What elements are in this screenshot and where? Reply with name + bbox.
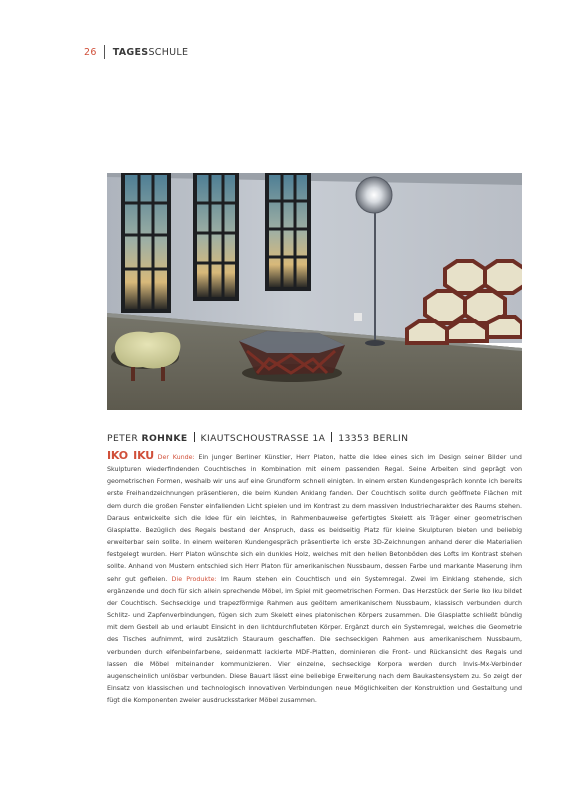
produkte-label: Die Produkte: — [171, 575, 217, 583]
article-body — [107, 450, 522, 707]
coffee-table — [239, 331, 345, 382]
street: KIAUTSCHOUSTRASSE 1A — [200, 433, 326, 444]
first-name: PETER — [107, 433, 139, 444]
designer-address — [107, 432, 522, 444]
header-divider — [104, 45, 105, 59]
living-room-render — [107, 173, 522, 410]
window-right — [265, 173, 311, 291]
kunde-label: Der Kunde: — [157, 454, 195, 461]
surname: ROHNKE — [141, 433, 188, 444]
city: 13353 BERLIN — [338, 433, 409, 444]
window-middle — [193, 173, 239, 301]
kunde-text: Ein junger Berliner Künstler, Herr Platon, hatte die Idee eines sich im Design seiner Bilder und Skulpturen wiederfindenden Couchtisches in Kombination mit einem passenden Regal. Seine Arbeiten sind geprägt von geometrischen Formen, weshalb wir uns auf eine Grundform schnell einigten. In einem ersten Kundengespräch konnte ich bereits erste Freihandzeichnungen präsentieren, die beim Kunden Anklang fanden. Der Couchtisch sollte durch geöffnete Flächen mit dem durch die großen Fenster einfallenden Licht spielen und im Kontrast zu dem massiven Industriecharakter des Raums stehen. Daraus entwickelte sich die Idee für ein leichtes, in Rahmenbauweise gefertigtes Skelett als Träger einer geometrischen Glasplatte. Bezüglich des Regals bestand der Anspruch, dass es beidseitig Platz für kleine Skulpturen bieten und beliebig erweiterbar sein sollte. In einem weiteren Kundengespräch präsentierte ich erste 3D-Zeichnungen anhand derer die Materialien festgelegt wurden. Herr Platon wünschte sich ein dunkles Holz, welches mit den hellen Betonböden des Lofts im Kontrast stehen sollte. Anhand von Mustern entschied sich Herr Platon für amerikanischen Nussbaum, dessen Farbe und markante Maserung ihm sehr gut gefielen. — [107, 454, 522, 583]
page-number: 26 — [84, 46, 97, 58]
section-title-regular: SCHULE — [148, 46, 189, 58]
page-header — [84, 45, 188, 59]
section-title — [113, 47, 189, 58]
produkte-text: Im Raum stehen ein Couchtisch und ein Systemregal. Zwei im Einklang stehende, sich ergänzende und doch für sich allein sprechende Möbel, im Spiel mit geometrischen Formen. Das Herzstück der Serie Iko Iku bildet der Couchtisch. Sechseckige und trapezförmige Rahmen aus geöltem amerikanischem Nussbaum, klassisch verbunden durch Schlitz- und Zapfenverbindungen, fügen sich zum Skelett eines platonischen Körpers zusammen. Die Glasplatte schließt bündig mit dem Gestell ab und erlaubt Einsicht in den lichtdurchfluteten Körper. Ergänzt durch ein Systemregal, welches die Geometrie des Tisches aufnimmt, wird zusätzlich Stauraum geschaffen. Die sechseckigen Rahmen aus amerikanischem Nussbaum, verbunden durch elfenbeinfarbene, seidenmatt lackierte MDF-Platten, dominieren die Front- und Rückansicht des Regals und lassen die Möbel miteinander kommunizieren. Vier einzelne, sechseckige Korpora werden durch Invis-Mx-Verbinder augenscheinlich unlösbar verbunden. Diese Bauart lässt eine beliebige Erweiterung nach dem Baukastensystem zu. So zeigt der Einsatz von klassischen und technologisch innovativen Verbindungen neue Möglichkeiten der Konstruktion und Gestaltung und fügt die Komponenten zweier ausdrucksstarker Möbel zusammen. — [107, 575, 522, 705]
address-divider — [331, 432, 332, 442]
section-title-bold: TAGES — [112, 46, 149, 58]
address-divider — [194, 432, 195, 442]
window-left — [121, 173, 171, 313]
article-lead: IKO IKU — [107, 449, 154, 462]
